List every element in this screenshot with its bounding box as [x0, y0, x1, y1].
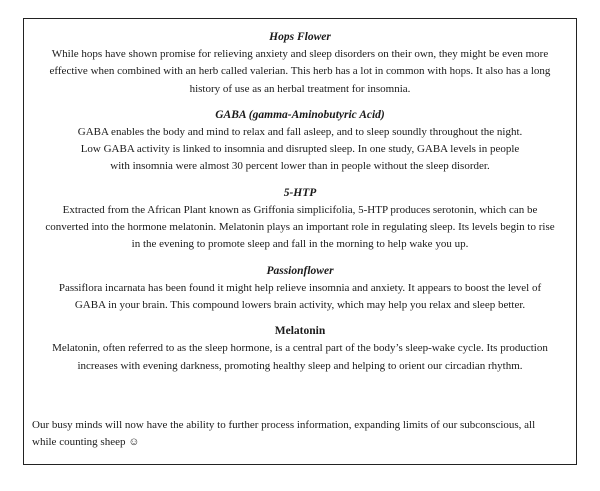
- section-title: 5-HTP: [283, 186, 317, 199]
- closing-line: Our busy minds will now have the ability to further process information, expanding limits of our subconscious, all: [32, 419, 536, 431]
- section-5-htp: [32, 185, 568, 254]
- section-hops-flower: [32, 29, 568, 98]
- body-line: Low GABA activity is linked to insomnia and disrupted sleep. In one study, GABA levels in people: [80, 143, 520, 156]
- section-title: Melatonin: [274, 325, 326, 338]
- body-line: GABA in your brain. This compound lowers brain activity, which may help you relax and sleep better.: [74, 298, 526, 311]
- body-line: with insomnia were almost 30 percent lower than in people without the sleep disorder.: [110, 160, 490, 173]
- section-title: GABA (gamma-Aminobutyric Acid): [215, 108, 385, 121]
- section-gaba: [32, 107, 568, 176]
- body-line: effective when combined with an herb called valerian. This herb has a lot in common with hops. It also has a long: [49, 65, 551, 78]
- body-line: Passiflora incarnata has been found it might help relieve insomnia and anxiety. It appears to boost the level of: [58, 281, 542, 294]
- section-title: Passionflower: [266, 264, 334, 277]
- section-body: [32, 46, 568, 98]
- section-body: [32, 202, 568, 254]
- closing-paragraph: [32, 417, 568, 452]
- section-melatonin: [32, 323, 568, 375]
- body-line: Extracted from the African Plant known as Griffonia simplicifolia, 5-HTP produces serotonin, which can be: [62, 203, 538, 216]
- body-line: in the evening to promote sleep and fall in the morning to help wake you up.: [131, 238, 469, 251]
- body-line: While hops have shown promise for relieving anxiety and sleep disorders on their own, they might be even more: [51, 48, 549, 60]
- body-line: Melatonin, often referred to as the sleep hormone, is a central part of the body’s sleep-wake cycle. Its production: [52, 342, 548, 355]
- document-frame: [23, 18, 577, 465]
- body-line: converted into the hormone melatonin. Melatonin plays an important role in regulating sleep. Its levels begin to rise: [45, 221, 555, 234]
- body-line: GABA enables the body and mind to relax and fall asleep, and to sleep soundly throughout the night.: [77, 125, 523, 138]
- closing-line: while counting sheep ☺: [32, 436, 140, 449]
- body-line: increases with evening darkness, promoting healthy sleep and helping to orient our circadian rhythm.: [77, 359, 523, 372]
- body-line: history of use as an herbal treatment for insomnia.: [189, 82, 411, 95]
- section-passionflower: [32, 263, 568, 315]
- section-body: [32, 124, 568, 176]
- section-body: [32, 280, 568, 315]
- section-title: Hops Flower: [269, 31, 331, 43]
- section-body: [32, 340, 568, 375]
